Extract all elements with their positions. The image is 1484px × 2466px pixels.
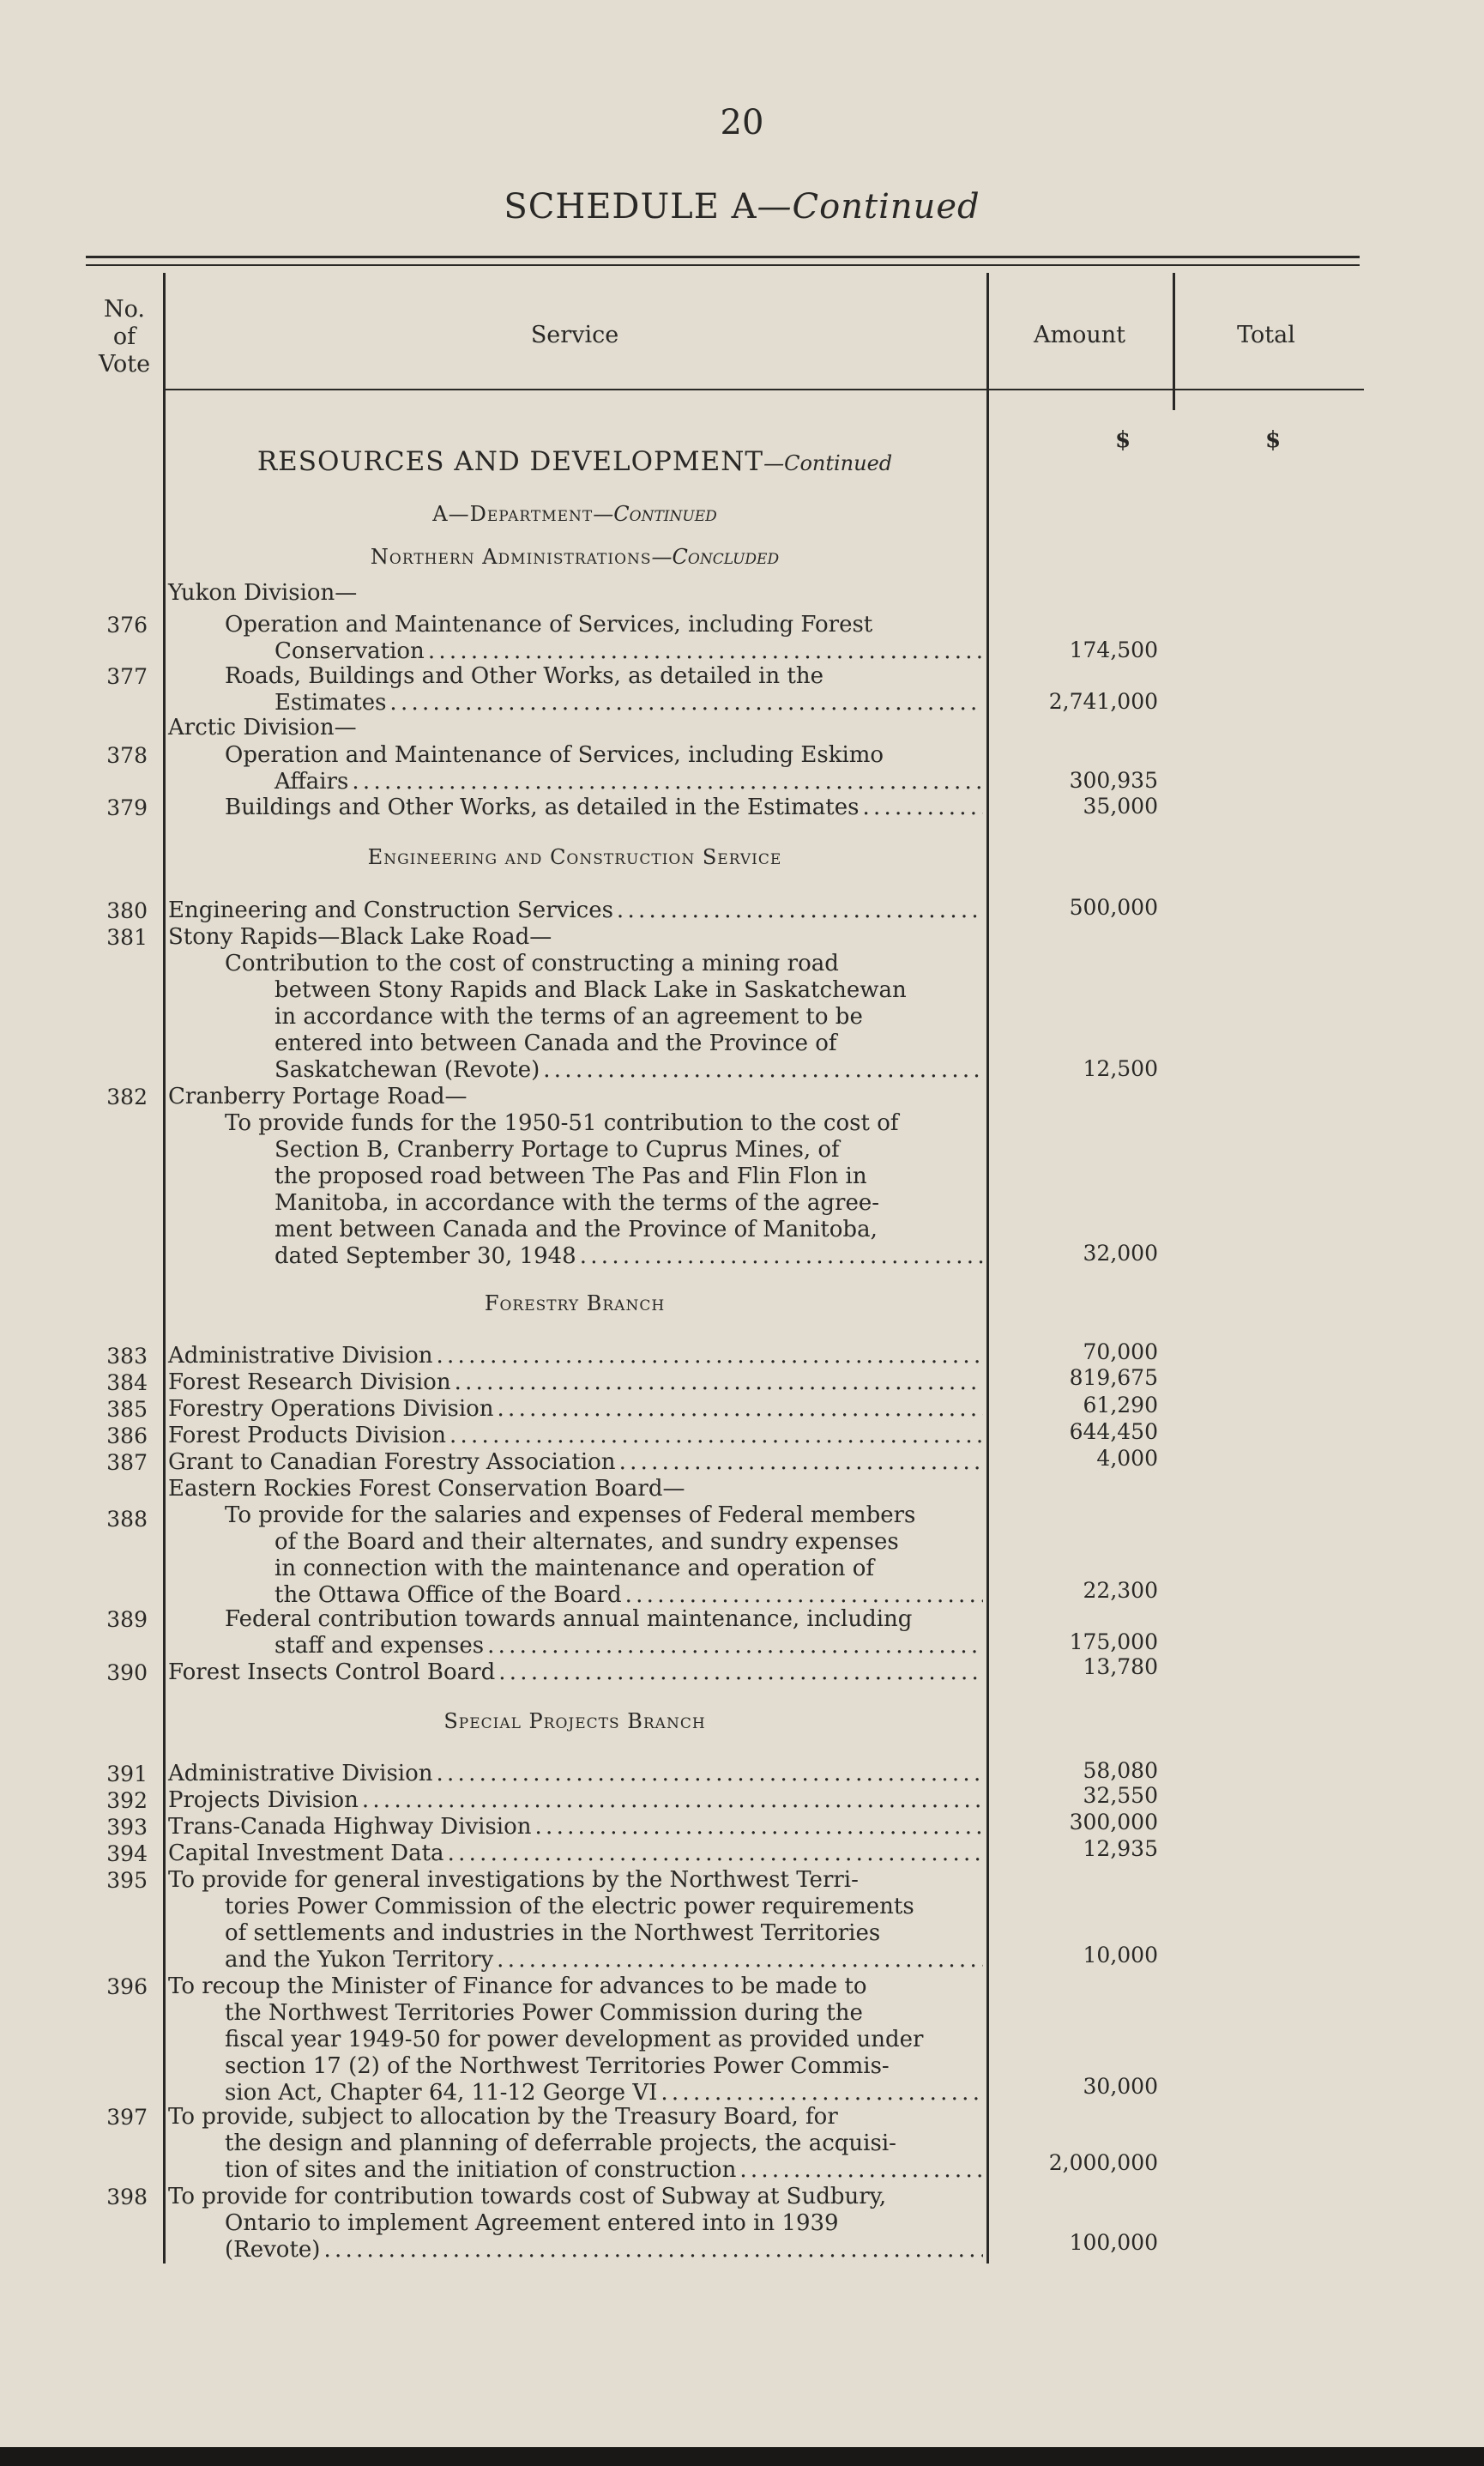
- vote-number: 389: [106, 1607, 148, 1632]
- vote-number: 392: [106, 1788, 148, 1813]
- vote-number: 377: [106, 664, 148, 689]
- vote-number: 382: [106, 1085, 148, 1109]
- vote-379: Buildings and Other Works, as detailed in the Estimates . . .: [168, 795, 983, 821]
- page-title: [0, 187, 1484, 227]
- total-currency: $: [1265, 427, 1282, 453]
- amount: 644,450: [1069, 1419, 1158, 1444]
- vote-number: 381: [106, 925, 148, 950]
- vote-396: To recoup the Minister of Finance for advances to be made to the Northwest Territories Power Commission during the fiscal year 1949-50 for power development as provided under section 17 (2) of the Northwest Territories Power Commis- sion Act, Chapter 64, 11-12 George VI . . .: [168, 1973, 983, 2106]
- vote-number: 398: [106, 2185, 148, 2209]
- vote-number: 387: [106, 1450, 148, 1475]
- vote-number: 379: [106, 795, 148, 820]
- vote-number: 376: [106, 613, 148, 638]
- amount: 174,500: [1069, 638, 1158, 662]
- vote-378: Operation and Maintenance of Services, including Eskimo Affairs . . .: [168, 742, 983, 795]
- column-divider-service: [986, 273, 989, 2264]
- title-main: SCHEDULE A: [504, 187, 757, 227]
- vote-number: 390: [106, 1660, 148, 1685]
- amount: 61,290: [1083, 1393, 1158, 1417]
- vote-397: To provide, subject to allocation by the Treasury Board, for the design and planning of deferrable projects, the acquisi- tion of sites and the initiation of construction . . .: [168, 2104, 983, 2184]
- vote-391: Administrative Division . . .: [168, 1761, 983, 1787]
- vote-377: Roads, Buildings and Other Works, as detailed in the Estimates . . .: [168, 663, 983, 716]
- vote-number: 395: [106, 1868, 148, 1893]
- page-number: 20: [720, 103, 764, 142]
- vote-number: 393: [106, 1815, 148, 1840]
- amount: 100,000: [1069, 2230, 1158, 2255]
- header-service: Service: [530, 322, 619, 348]
- vote-395: To provide for general investigations by the Northwest Terri- tories Power Commission of the electric power requirements of settlements and industries in the Northwest Territories and the Yukon Territory . . .: [168, 1867, 983, 1973]
- vote-number: 397: [106, 2105, 148, 2130]
- group-eastern-rockies: Eastern Rockies Forest Conservation Board—: [168, 1476, 685, 1502]
- amount: 13,780: [1083, 1654, 1158, 1679]
- title-suffix: —Continued: [757, 187, 980, 227]
- vote-number: 380: [106, 898, 148, 923]
- vote-393: Trans-Canada Highway Division . . .: [168, 1814, 983, 1840]
- amount: 58,080: [1083, 1758, 1158, 1783]
- scan-edge: [0, 2447, 1484, 2466]
- header-vote: No. of Vote: [98, 296, 151, 378]
- vote-392: Projects Division . . .: [168, 1787, 983, 1814]
- northern-heading: Northern Administrations—Concluded: [370, 545, 780, 569]
- amount: 300,935: [1069, 768, 1158, 793]
- amount: 70,000: [1083, 1339, 1158, 1364]
- vote-394: Capital Investment Data . . .: [168, 1840, 983, 1867]
- amount: 30,000: [1083, 2074, 1158, 2099]
- amount: 12,935: [1083, 1836, 1158, 1861]
- vote-390: Forest Insects Control Board . . .: [168, 1659, 983, 1686]
- vote-388: To provide for the salaries and expenses of Federal members of the Board and their alternates, and sundry expenses in connection with the maintenance and operation of the Ottawa Office of the Board . . .: [168, 1502, 983, 1609]
- vote-380: Engineering and Construction Services . . .: [168, 898, 983, 924]
- vote-385: Forestry Operations Division . . .: [168, 1396, 983, 1423]
- special-projects-heading: Special Projects Branch: [443, 1709, 706, 1733]
- vote-381: Stony Rapids—Black Lake Road— Contribution to the cost of constructing a mining road between Stony Rapids and Black Lake in Saskatchewan in accordance with the terms of an agreement to be entered into between Canada and the Province of Saskatchewan (Revote) . . .: [168, 924, 983, 1084]
- vote-number: 394: [106, 1841, 148, 1866]
- amount: 32,000: [1083, 1241, 1158, 1266]
- vote-number: 384: [106, 1370, 148, 1395]
- group-yukon: Yukon Division—: [168, 580, 358, 606]
- column-divider-vote: [163, 273, 166, 2264]
- engineering-heading: Engineering and Construction Service: [367, 845, 782, 869]
- vote-number: 378: [106, 743, 148, 768]
- header-underline: [163, 389, 1364, 390]
- forestry-heading: Forestry Branch: [484, 1291, 666, 1315]
- vote-382: Cranberry Portage Road— To provide funds for the 1950-51 contribution to the cost of Section B, Cranberry Portage to Cuprus Mines, of the proposed road between The Pas and Flin Flon in Manitoba, in accordance with the terms of the agree- ment between Canada and the Province of Manitoba, dated September 30, 1948 . . .: [168, 1084, 983, 1270]
- vote-number: 383: [106, 1344, 148, 1369]
- amount: 10,000: [1083, 1943, 1158, 1967]
- vote-number: 386: [106, 1423, 148, 1448]
- vote-number: 388: [106, 1507, 148, 1532]
- double-rule-bottom: [86, 264, 1360, 266]
- amount: 4,000: [1096, 1446, 1158, 1471]
- amount: 2,741,000: [1048, 689, 1158, 714]
- vote-389: Federal contribution towards annual maintenance, including staff and expenses . . .: [168, 1606, 983, 1659]
- vote-376: Operation and Maintenance of Services, including Forest Conservation . . .: [168, 612, 983, 665]
- vote-383: Administrative Division . . .: [168, 1343, 983, 1369]
- double-rule-top: [86, 256, 1360, 258]
- amount: 175,000: [1069, 1629, 1158, 1654]
- amount: 819,675: [1069, 1365, 1158, 1390]
- vote-398: To provide for contribution towards cost of Subway at Sudbury, Ontario to implement Agreement entered into in 1939 (Revote) . . .: [168, 2184, 983, 2264]
- amount: 12,500: [1083, 1056, 1158, 1081]
- vote-386: Forest Products Division . . .: [168, 1423, 983, 1449]
- amount: 2,000,000: [1048, 2150, 1158, 2175]
- vote-number: 391: [106, 1762, 148, 1786]
- dept-heading: RESOURCES AND DEVELOPMENT—Continued: [256, 446, 893, 477]
- amount: 300,000: [1069, 1810, 1158, 1834]
- header-total: Total: [1237, 322, 1295, 348]
- group-arctic: Arctic Division—: [168, 715, 357, 740]
- header-amount: Amount: [1034, 322, 1125, 348]
- vote-384: Forest Research Division . . .: [168, 1369, 983, 1396]
- amount-currency: $: [1115, 427, 1131, 453]
- vote-number: 396: [106, 1974, 148, 1999]
- vote-387: Grant to Canadian Forestry Association . . .: [168, 1449, 983, 1476]
- sub-heading: A—Department—Continued: [432, 502, 717, 526]
- amount: 22,300: [1083, 1578, 1158, 1603]
- amount: 32,550: [1083, 1783, 1158, 1808]
- vote-number: 385: [106, 1397, 148, 1422]
- amount: 500,000: [1069, 895, 1158, 920]
- amount: 35,000: [1083, 794, 1158, 819]
